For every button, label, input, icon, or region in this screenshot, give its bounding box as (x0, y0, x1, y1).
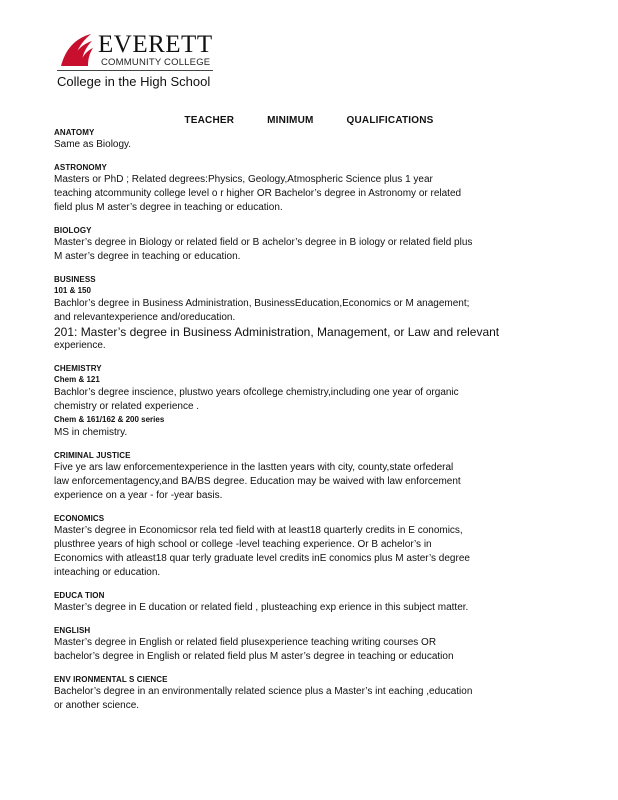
qualification-section (54, 675, 574, 713)
program-tagline: College in the High School (57, 74, 211, 89)
qualification-section (54, 451, 574, 503)
qualification-section (54, 226, 574, 264)
requirement-line: chemistry or related experience . (54, 401, 200, 412)
logo-divider (57, 70, 213, 71)
requirement-line: experience on a year - for -year basis. (54, 490, 223, 501)
college-name: EVERETT (98, 31, 213, 58)
requirement-line: teaching atcommunity college level o r higher OR Bachelor’s degree in Astronomy or related (54, 188, 462, 199)
subject-heading: ENV IRONMENTAL S CIENCE (54, 675, 168, 684)
requirement-line: 201: Master’s degree in Business Administration, Management, or Law and relevant (54, 325, 500, 339)
requirement-line: Master’s degree in Biology or related field or B achelor’s degree in B iology or related field plus (54, 237, 473, 248)
qualification-section (54, 514, 574, 580)
requirement-line: Bachelor’s degree in an environmentally related science plus a Master’s int eaching ,education (54, 686, 473, 697)
subject-heading: ECONOMICS (54, 514, 105, 523)
qualifications-list (54, 128, 574, 724)
requirement-line: Bachlor’s degree in Business Administration, BusinessEducation,Economics or M anagement; (54, 298, 470, 309)
requirement-line: experience. (54, 340, 106, 351)
requirement-line: Same as Biology. (54, 139, 132, 150)
qualification-section (54, 591, 574, 615)
requirement-line: bachelor’s degree in English or related field plus M aster’s degree in teaching or education (54, 651, 454, 662)
college-logo (57, 32, 237, 94)
requirement-line: Bachlor’s degree inscience, plustwo years ofcollege chemistry,including one year of organic (54, 387, 459, 398)
requirement-line: Master’s degree in English or related field plusexperience teaching writing courses OR (54, 637, 437, 648)
requirement-line: Master’s degree in E ducation or related field , plusteaching exp erience in this subject matter. (54, 602, 469, 613)
requirement-line: law enforcementagency,and BA/BS degree. Education may be waived with law enforcement (54, 476, 461, 487)
requirement-line: Masters or PhD ; Related degrees:Physics, Geology,Atmospheric Science plus 1 year (54, 174, 433, 185)
subject-heading: EDUCA TION (54, 591, 105, 600)
requirement-line: Economics with atleast18 quar terly graduate level credits inE conomics plus M aster’s degree (54, 553, 470, 564)
qualification-section (54, 626, 574, 664)
course-code: Chem & 161/162 & 200 series (54, 415, 165, 424)
qualification-section (54, 275, 574, 353)
requirement-line: field plus M aster’s degree in teaching or education. (54, 202, 283, 213)
requirement-line: and relevantexperience and/oreducation. (54, 312, 236, 323)
requirement-line: inteaching or education. (54, 567, 161, 578)
requirement-line: Master’s degree in Economicsor rela ted field with at least18 quarterly credits in E conomics, (54, 525, 463, 536)
requirement-line: MS in chemistry. (54, 427, 128, 438)
subject-heading: ASTRONOMY (54, 163, 107, 172)
college-subtitle: COMMUNITY COLLEGE (101, 57, 211, 68)
subject-heading: CRIMINAL JUSTICE (54, 451, 131, 460)
course-code: 101 & 150 (54, 286, 91, 295)
qualification-section (54, 163, 574, 215)
requirement-line: M aster’s degree in teaching or education. (54, 251, 241, 262)
subject-heading: CHEMISTRY (54, 364, 102, 373)
page-title: TEACHER MINIMUM QUALIFICATIONS (184, 115, 434, 126)
subject-heading: BUSINESS (54, 275, 96, 284)
subject-heading: ENGLISH (54, 626, 91, 635)
flame-mark-icon (57, 32, 97, 68)
subject-heading: ANATOMY (54, 128, 95, 137)
qualification-section (54, 128, 574, 152)
requirement-line: or another science. (54, 700, 140, 711)
course-code: Chem & 121 (54, 375, 100, 384)
qualification-section (54, 364, 574, 440)
requirement-line: Five ye ars law enforcementexperience in the lastten years with city, county,state orfederal (54, 462, 454, 473)
subject-heading: BIOLOGY (54, 226, 92, 235)
requirement-line: plusthree years of high school or college -level teaching experience. Or B achelor’s in (54, 539, 432, 550)
